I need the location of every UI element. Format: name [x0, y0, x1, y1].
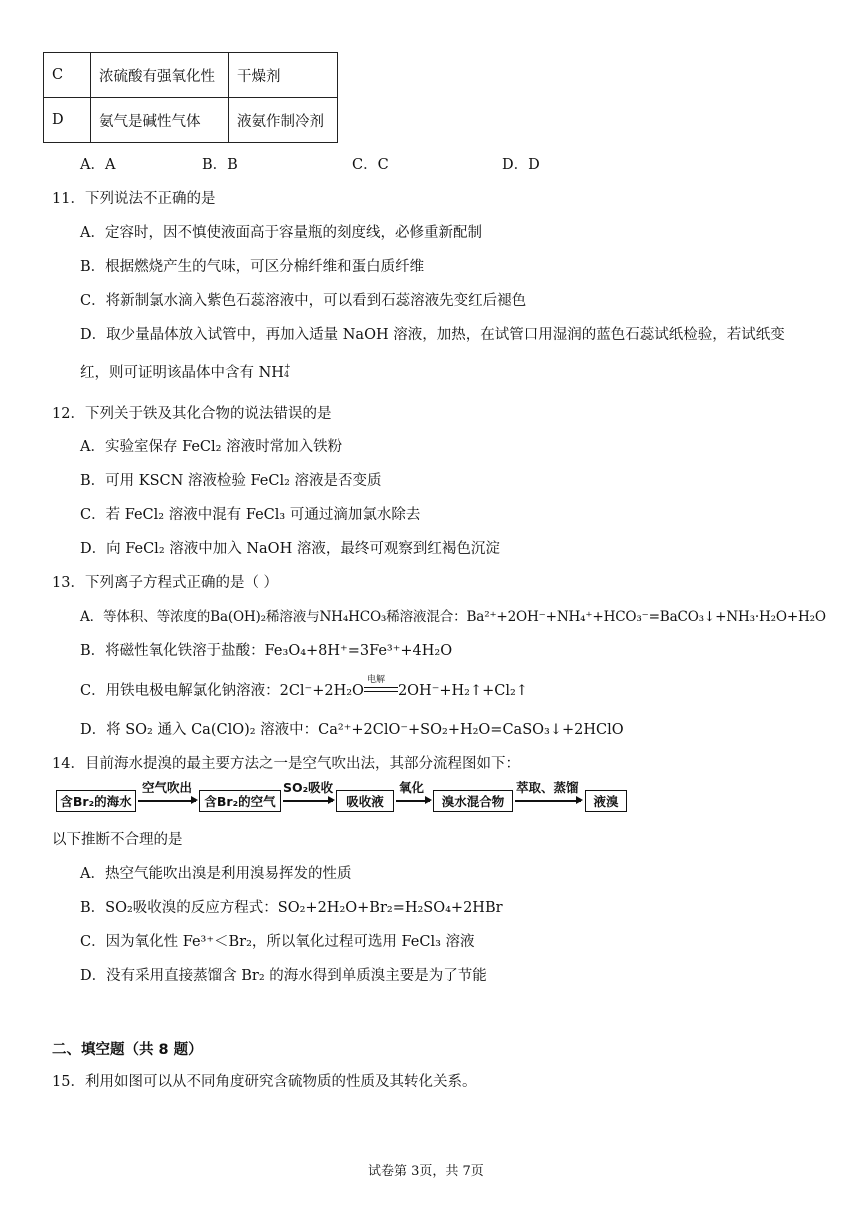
subscript: 4 — [283, 370, 290, 379]
option-d-text: 红，则可证明该晶体中含有 NH — [80, 365, 284, 381]
option-c: C．因为氧化性 Fe³⁺＜Br₂，所以氧化过程可选用 FeCl₃ 溶液 — [80, 934, 475, 950]
option-d: D．取少量晶体放入试管中，再加入适量 NaOH 溶液，加热，在试管口用湿润的蓝色石蕊试纸检验，若试纸变 — [80, 327, 785, 343]
flow-arrow-label: 氧化 — [399, 780, 425, 795]
option-d-continued — [80, 361, 291, 382]
option-c: C．将新制氯水滴入紫色石蕊溶液中，可以看到石蕊溶液先变红后褪色 — [80, 293, 527, 309]
flow-box: 液溴 — [585, 790, 627, 812]
table-row — [44, 98, 338, 143]
answer-table — [43, 52, 338, 143]
flow-box: 含Br₂的空气 — [199, 790, 281, 812]
electrolysis-sign — [364, 675, 398, 698]
table-cell: 氨气是碱性气体 — [91, 98, 229, 143]
equation-right: 2OH⁻+H₂↑+Cl₂↑ — [397, 683, 528, 699]
flow-arrow-label: 萃取、蒸馏 — [516, 780, 579, 795]
option-b: B．B — [202, 157, 238, 173]
table-cell: D — [44, 98, 91, 143]
option-c: C．若 FeCl₂ 溶液中混有 FeCl₃ 可通过滴加氯水除去 — [80, 507, 421, 523]
option-d: D．D — [502, 157, 540, 173]
option-a: A．实验室保存 FeCl₂ 溶液时常加入铁粉 — [80, 439, 343, 455]
equation-left: C．用铁电极电解氯化钠溶液：2Cl⁻+2H₂O — [80, 683, 364, 699]
flow-box: 溴水混合物 — [433, 790, 513, 812]
question-stem: 13．下列离子方程式正确的是（ ） — [52, 575, 279, 591]
option-b: B．根据燃烧产生的气味，可区分棉纤维和蛋白质纤维 — [80, 259, 425, 275]
table-cell: C — [44, 53, 91, 98]
option-b: B．可用 KSCN 溶液检验 FeCl₂ 溶液是否变质 — [80, 473, 382, 489]
flow-arrow-label: SO₂吸收 — [283, 780, 334, 795]
option-d: D．将 SO₂ 通入 Ca(ClO)₂ 溶液中：Ca²⁺+2ClO⁻+SO₂+H₂O=CaSO₃↓+2HClO — [80, 722, 624, 738]
question-stem: 12．下列关于铁及其化合物的说法错误的是 — [52, 406, 332, 422]
option-a: A．定容时，因不慎使液面高于容量瓶的刻度线，必修重新配制 — [80, 225, 482, 241]
flow-arrow-label: 空气吹出 — [142, 780, 193, 795]
page-footer: 试卷第 3页，共 7页 — [368, 1164, 484, 1179]
table-cell: 干燥剂 — [229, 53, 338, 98]
table-row — [44, 53, 338, 98]
arrow-icon — [515, 800, 581, 802]
section-heading: 二、填空题（共 8 题） — [52, 1042, 203, 1058]
flowchart — [56, 778, 636, 820]
flow-box: 吸收液 — [336, 790, 394, 812]
arrow-icon — [283, 800, 333, 802]
condition-label: 电解 — [366, 675, 385, 685]
option-d: D．向 FeCl₂ 溶液中加入 NaOH 溶液，最终可观察到红褐色沉淀 — [80, 541, 500, 557]
option-a: A．等体积、等浓度的Ba(OH)₂稀溶液与NH₄HCO₃稀溶液混合：Ba²⁺+2OH⁻+NH₄⁺+HCO₃⁻=BaCO₃↓+NH₃·H₂O+H₂O — [80, 609, 826, 625]
arrow-icon — [396, 800, 430, 802]
option-a: A．A — [80, 157, 116, 173]
question-stem: 11．下列说法不正确的是 — [52, 191, 216, 207]
option-b: B．将磁性氧化铁溶于盐酸：Fe₃O₄+8H⁺=3Fe³⁺+4H₂O — [80, 643, 453, 659]
flow-box: 含Br₂的海水 — [56, 790, 136, 812]
arrow-icon — [138, 800, 196, 802]
option-a: A．热空气能吹出溴是利用溴易挥发的性质 — [80, 866, 352, 882]
question-stem: 14．目前海水提溴的最主要方法之一是空气吹出法，其部分流程图如下： — [52, 756, 520, 772]
table-cell: 液氨作制冷剂 — [229, 98, 338, 143]
question-stem: 15．利用如图可以从不同角度研究含硫物质的性质及其转化关系。 — [52, 1074, 477, 1090]
charge-sup: + — [283, 362, 291, 371]
table-cell: 浓硫酸有强氧化性 — [91, 53, 229, 98]
option-c — [80, 675, 528, 700]
option-c: C．C — [352, 157, 389, 173]
option-b: B．SO₂吸收溴的反应方程式：SO₂+2H₂O+Br₂=H₂SO₄+2HBr — [80, 900, 503, 916]
question-lead: 以下推断不合理的是 — [52, 832, 183, 848]
option-d: D．没有采用直接蒸馏含 Br₂ 的海水得到单质溴主要是为了节能 — [80, 968, 487, 984]
